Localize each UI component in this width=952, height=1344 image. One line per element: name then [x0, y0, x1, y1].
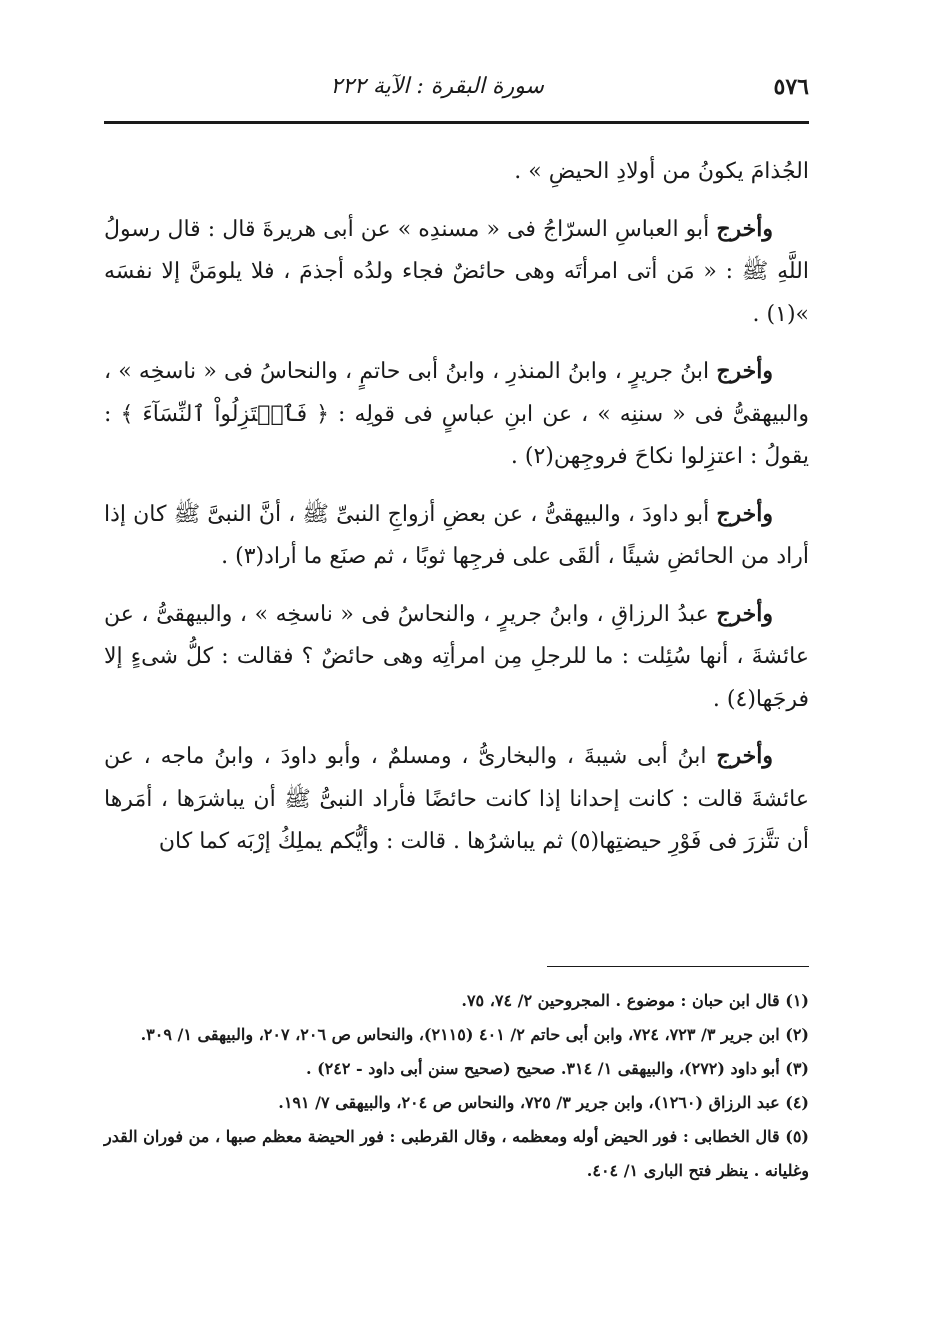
footnotes [104, 984, 809, 1188]
page-number: ٥٧٦ [773, 74, 809, 100]
paragraph-text: الجُذامَ يكونُ من أولادِ الحيضِ » . [514, 159, 809, 184]
paragraph-text: ابنُ جريرٍ ، وابنُ المنذرِ ، وابنُ أبى حاتمٍ ، والنحاسُ فى « ناسخِه » ، والبيهقىُّ فى « سننِه » ، عن ابنِ عباسٍ فى قولِه : ﴿ فَٱعۡتَزِلُواْ ٱلنِّسَآءَ ﴾ : يقولُ : اعتزِلوا نكاحَ فروجِهن(٢) . [104, 359, 809, 469]
footnote: (٥) قال الخطابى : فور الحيض أوله ومعظمه ، وقال القرطبى : فور الحيضة معظم صبها ، من فوران القدر وغليانه . ينظر فتح البارى ١/ ٤٠٤. [104, 1127, 809, 1180]
page-header [104, 72, 809, 106]
paragraph-text: أبو العباسِ السرّاجُ فى « مسندِه » عن أبى هريرةَ قال : قال رسولُ اللَّهِ ﷺ : « مَن أتى امرأتَه وهى حائضٌ فجاء ولدُه أجذمَ ، فلا يلومَنَّ إلا نفسَه »(١) . [104, 216, 809, 327]
paragraph-lead: وأخرج [716, 600, 773, 627]
paragraph-lead: وأخرج [716, 500, 773, 527]
main-text [104, 150, 809, 878]
paragraph-text: ابنُ أبى شيبةَ ، والبخارىُّ ، ومسلمٌ ، وأبو داودَ ، وابنُ ماجه ، عن عائشةَ قالت : كانت إحدانا إذا كانت حائضًا فأراد النبىُّ ﷺ أن يباشرَها ، أمَرها أن تتَّزرَ فى فَوْرِ حيضتِها(٥) ثم يباشرُها . قالت : وأيُّكم يملِكُ إرْبَه كما كان [104, 744, 809, 854]
paragraph-lead: وأخرج [716, 215, 773, 242]
footnote: (٣) أبو داود (٢٧٢)، والبيهقى ١/ ٣١٤. صحيح (صحيح سنن أبى داود - ٢٤٢) . [305, 1059, 809, 1078]
paragraph-text: عبدُ الرزاقِ ، وابنُ جريرٍ ، والنحاسُ فى « ناسخِه » ، والبيهقىُّ ، عن عائشةَ ، أنها سُئِلت : ما للرجلِ مِن امرأتِه وهى حائضٌ ؟ فقالت : كلُّ شىءٍ إلا فرجَها(٤) . [104, 601, 809, 712]
paragraph [104, 493, 809, 579]
paragraph-lead: وأخرج [716, 358, 773, 384]
paragraph [104, 350, 809, 479]
paragraph [104, 208, 809, 337]
footnote: (٤) عبد الرزاق (١٢٦٠)، وابن جرير ٣/ ٧٢٥، والنحاس ص ٢٠٤، والبيهقى ٧/ ١٩١. [278, 1093, 809, 1112]
running-title: سورة البقرة : الآية ٢٢٢ [330, 74, 544, 99]
footnote: (١) قال ابن حبان : موضوع . المجروحين ٢/ ٧٤، ٧٥. [461, 991, 809, 1010]
footnote: (٢) ابن جرير ٣/ ٧٢٣، ٧٢٤، وابن أبى حاتم ٢/ ٤٠١ (٢١١٥)، والنحاس ص ٢٠٦، ٢٠٧، والبيهقى ١/ ٣٠٩. [140, 1025, 809, 1044]
header-rule [104, 121, 809, 124]
paragraph-lead: وأخرج [716, 743, 773, 769]
paragraph-text: أبو داودَ ، والبيهقىُّ ، عن بعضِ أزواجِ النبىِّ ﷺ ، أنَّ النبىَّ ﷺ كان إذا أراد من الحائضِ شيئًا ، ألقَى على فرجِها ثوبًا ، ثم صنَع ما أراد(٣) . [104, 501, 809, 569]
paragraph [104, 735, 809, 864]
paragraph [104, 593, 809, 722]
footnote-rule [547, 966, 809, 967]
paragraph [104, 150, 809, 194]
